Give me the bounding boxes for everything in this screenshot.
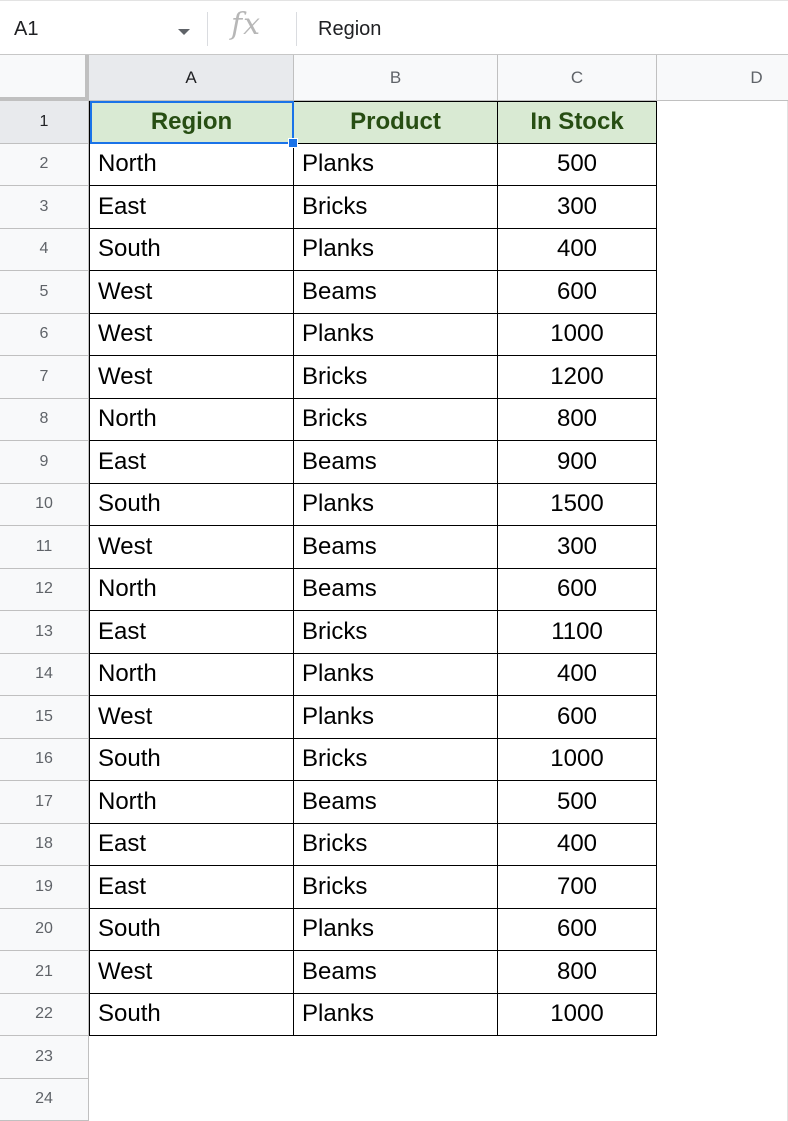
row-header-5[interactable]: 5 [0,271,89,314]
row-header-24[interactable]: 24 [0,1079,89,1121]
column-header-b[interactable]: B [294,55,498,101]
row-header-11[interactable]: 11 [0,526,89,569]
table-cell[interactable]: 700 [498,866,657,909]
table-header-cell[interactable]: In Stock [498,101,657,144]
table-cell[interactable]: 600 [498,909,657,952]
table-cell[interactable]: 600 [498,271,657,314]
row-header-2[interactable]: 2 [0,144,89,187]
table-cell[interactable]: Bricks [294,186,498,229]
table-cell[interactable]: East [89,866,294,909]
table-cell[interactable]: South [89,484,294,527]
table-cell[interactable]: Beams [294,781,498,824]
table-cell[interactable]: South [89,739,294,782]
table-cell[interactable]: Bricks [294,866,498,909]
table-cell[interactable]: 500 [498,144,657,187]
table-cell[interactable]: East [89,186,294,229]
row-header-21[interactable]: 21 [0,951,89,994]
table-cell[interactable]: Planks [294,314,498,357]
table-cell[interactable]: West [89,271,294,314]
spreadsheet-grid[interactable] [0,55,788,1113]
table-cell[interactable]: West [89,951,294,994]
formula-input[interactable]: Region [318,18,381,41]
row-header-22[interactable]: 22 [0,994,89,1037]
select-all-corner[interactable] [0,55,89,101]
table-cell[interactable]: Beams [294,441,498,484]
table-cell[interactable]: Planks [294,994,498,1037]
row-header-15[interactable]: 15 [0,696,89,739]
formula-bar-separator [207,12,208,46]
table-cell[interactable]: Beams [294,951,498,994]
table-cell[interactable]: Beams [294,271,498,314]
table-cell[interactable]: East [89,441,294,484]
table-cell[interactable]: West [89,526,294,569]
row-header-7[interactable]: 7 [0,356,89,399]
table-header-cell[interactable]: Region [89,101,294,144]
row-header-20[interactable]: 20 [0,909,89,952]
table-cell[interactable]: South [89,229,294,272]
table-cell[interactable]: North [89,399,294,442]
formula-bar-separator [296,12,297,46]
table-cell[interactable]: East [89,824,294,867]
row-header-19[interactable]: 19 [0,866,89,909]
row-header-17[interactable]: 17 [0,781,89,824]
column-header-a[interactable]: A [89,55,294,101]
row-header-1[interactable]: 1 [0,101,89,144]
table-cell[interactable]: 500 [498,781,657,824]
table-cell[interactable]: 1000 [498,314,657,357]
table-cell[interactable]: North [89,654,294,697]
table-cell[interactable]: West [89,696,294,739]
table-cell[interactable]: Beams [294,526,498,569]
table-cell[interactable]: South [89,994,294,1037]
table-cell[interactable]: North [89,569,294,612]
column-header-c[interactable]: C [498,55,657,101]
row-header-6[interactable]: 6 [0,314,89,357]
row-header-13[interactable]: 13 [0,611,89,654]
fx-icon: fx [231,7,261,42]
dropdown-arrow-icon[interactable] [178,29,190,35]
table-cell[interactable]: 300 [498,186,657,229]
table-cell[interactable]: Beams [294,569,498,612]
table-cell[interactable]: 1500 [498,484,657,527]
table-cell[interactable]: 400 [498,824,657,867]
table-cell[interactable]: West [89,314,294,357]
table-cell[interactable]: Planks [294,229,498,272]
table-cell[interactable]: Planks [294,654,498,697]
table-cell[interactable]: Bricks [294,356,498,399]
row-header-3[interactable]: 3 [0,186,89,229]
table-cell[interactable]: Planks [294,144,498,187]
table-cell[interactable]: 400 [498,229,657,272]
table-cell[interactable]: Bricks [294,824,498,867]
row-header-4[interactable]: 4 [0,229,89,272]
row-header-8[interactable]: 8 [0,399,89,442]
table-cell[interactable]: 1200 [498,356,657,399]
row-header-12[interactable]: 12 [0,569,89,612]
row-header-14[interactable]: 14 [0,654,89,697]
row-header-23[interactable]: 23 [0,1036,89,1079]
column-header-d[interactable]: D [657,55,788,101]
fill-handle[interactable] [288,138,298,148]
row-header-10[interactable]: 10 [0,484,89,527]
table-cell[interactable]: West [89,356,294,399]
name-box[interactable] [0,1,205,55]
table-cell[interactable]: 300 [498,526,657,569]
table-cell[interactable]: East [89,611,294,654]
table-cell[interactable]: South [89,909,294,952]
table-cell[interactable]: 1000 [498,739,657,782]
formula-bar [0,0,788,55]
table-cell[interactable]: 900 [498,441,657,484]
table-cell[interactable]: 400 [498,654,657,697]
table-cell[interactable]: North [89,144,294,187]
table-cell[interactable]: Planks [294,484,498,527]
table-header-cell[interactable]: Product [294,101,498,144]
table-cell[interactable]: 600 [498,569,657,612]
table-cell[interactable]: Planks [294,696,498,739]
table-cell[interactable]: 600 [498,696,657,739]
row-header-18[interactable]: 18 [0,824,89,867]
table-cell[interactable]: 1100 [498,611,657,654]
table-cell[interactable]: 800 [498,399,657,442]
table-cell[interactable]: Bricks [294,399,498,442]
table-cell[interactable]: Bricks [294,739,498,782]
table-cell[interactable]: 1000 [498,994,657,1037]
table-cell[interactable]: Planks [294,909,498,952]
name-box-value: A1 [14,18,38,41]
row-header-9[interactable]: 9 [0,441,89,484]
table-cell[interactable]: North [89,781,294,824]
table-cell[interactable]: Bricks [294,611,498,654]
row-header-16[interactable]: 16 [0,739,89,782]
table-cell[interactable]: 800 [498,951,657,994]
